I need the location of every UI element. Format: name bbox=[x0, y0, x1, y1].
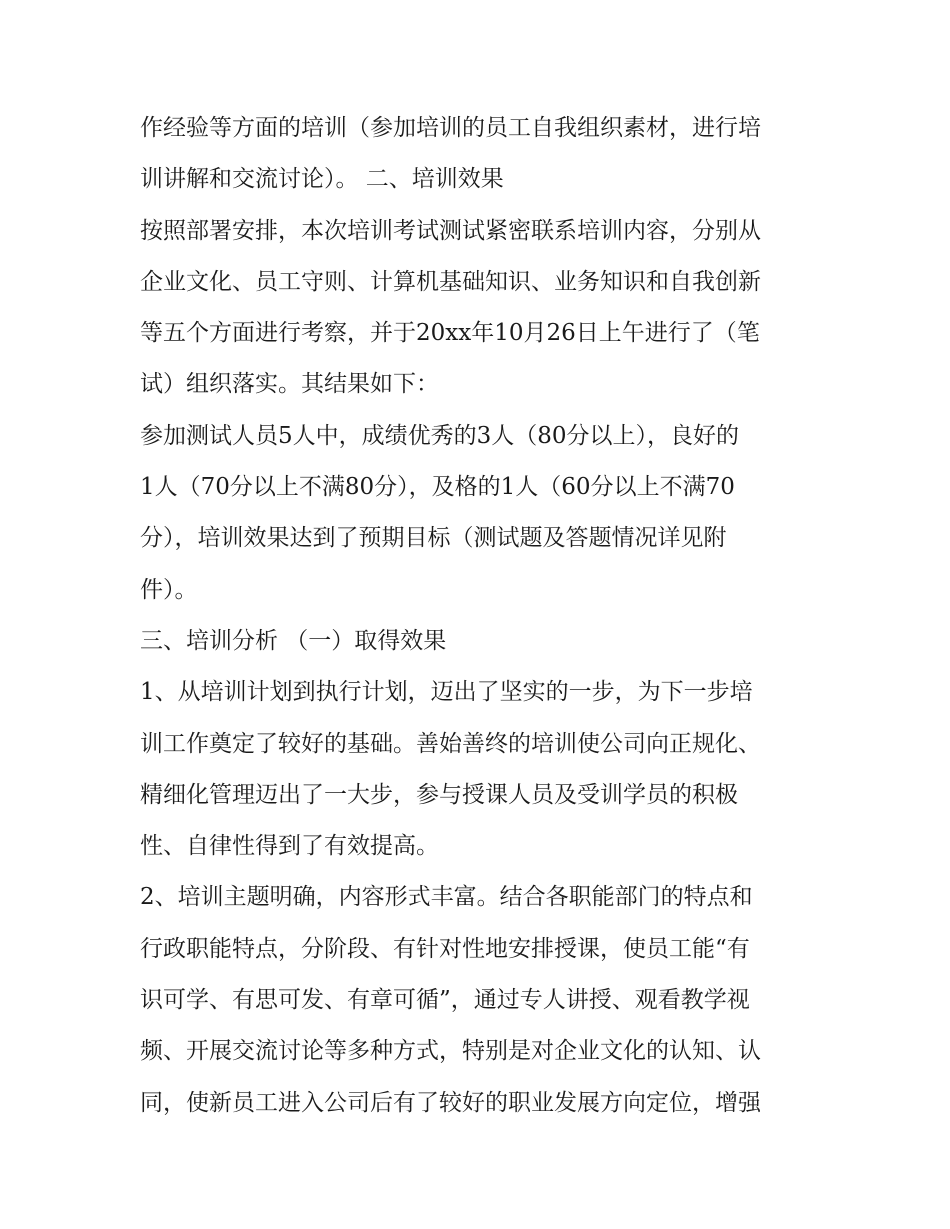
text-line: 精细化管理迈出了一大步，参与授课人员及受训学员的积极 bbox=[140, 781, 738, 808]
text-line: 训讲解和交流讨论）。 二、培训效果 bbox=[140, 166, 504, 193]
text-line: 训工作奠定了较好的基础。善始善终的培训使公司向正规化、 bbox=[140, 730, 761, 757]
document-body bbox=[140, 103, 820, 1129]
text-line: 同，使新员工进入公司后有了较好的职业发展方向定位，增强 bbox=[140, 1089, 761, 1116]
text-line: 参加测试人员5人中，成绩优秀的3人（80分以上），良好的 bbox=[140, 422, 740, 449]
section-heading: 三、培训分析 （一）取得效果 bbox=[140, 627, 447, 654]
text-line: 企业文化、员工守则、计算机基础知识、业务知识和自我创新 bbox=[140, 268, 761, 295]
text-line: 性、自律性得到了有效提高。 bbox=[140, 833, 439, 860]
text-line: 试）组织落实。其结果如下： bbox=[140, 371, 439, 398]
text-line: 1人（70分以上不满80分），及格的1人（60分以上不满70 bbox=[140, 474, 735, 501]
text-line: 分），培训效果达到了预期目标（测试题及答题情况详见附 bbox=[140, 525, 727, 552]
text-line: 识可学、有思可发、有章可循”，通过专人讲授、观看教学视 bbox=[140, 987, 750, 1014]
text-line: 1、从培训计划到执行计划，迈出了坚实的一步，为下一步培 bbox=[140, 679, 753, 706]
text-line: 件）。 bbox=[140, 576, 198, 603]
text-line: 按照部署安排，本次培训考试测试紧密联系培训内容，分别从 bbox=[140, 217, 761, 244]
text-line: 作经验等方面的培训（参加培训的员工自我组织素材，进行培 bbox=[140, 115, 761, 141]
text-line: 频、开展交流讨论等多种方式，特别是对企业文化的认知、认 bbox=[140, 1038, 761, 1065]
text-line: 2、培训主题明确，内容形式丰富。结合各职能部门的特点和 bbox=[140, 884, 753, 911]
text-line: 行政职能特点，分阶段、有针对性地安排授课，使员工能“有 bbox=[140, 935, 750, 962]
text-line: 等五个方面进行考察，并于20xx年10月26日上午进行了（笔 bbox=[140, 320, 760, 347]
